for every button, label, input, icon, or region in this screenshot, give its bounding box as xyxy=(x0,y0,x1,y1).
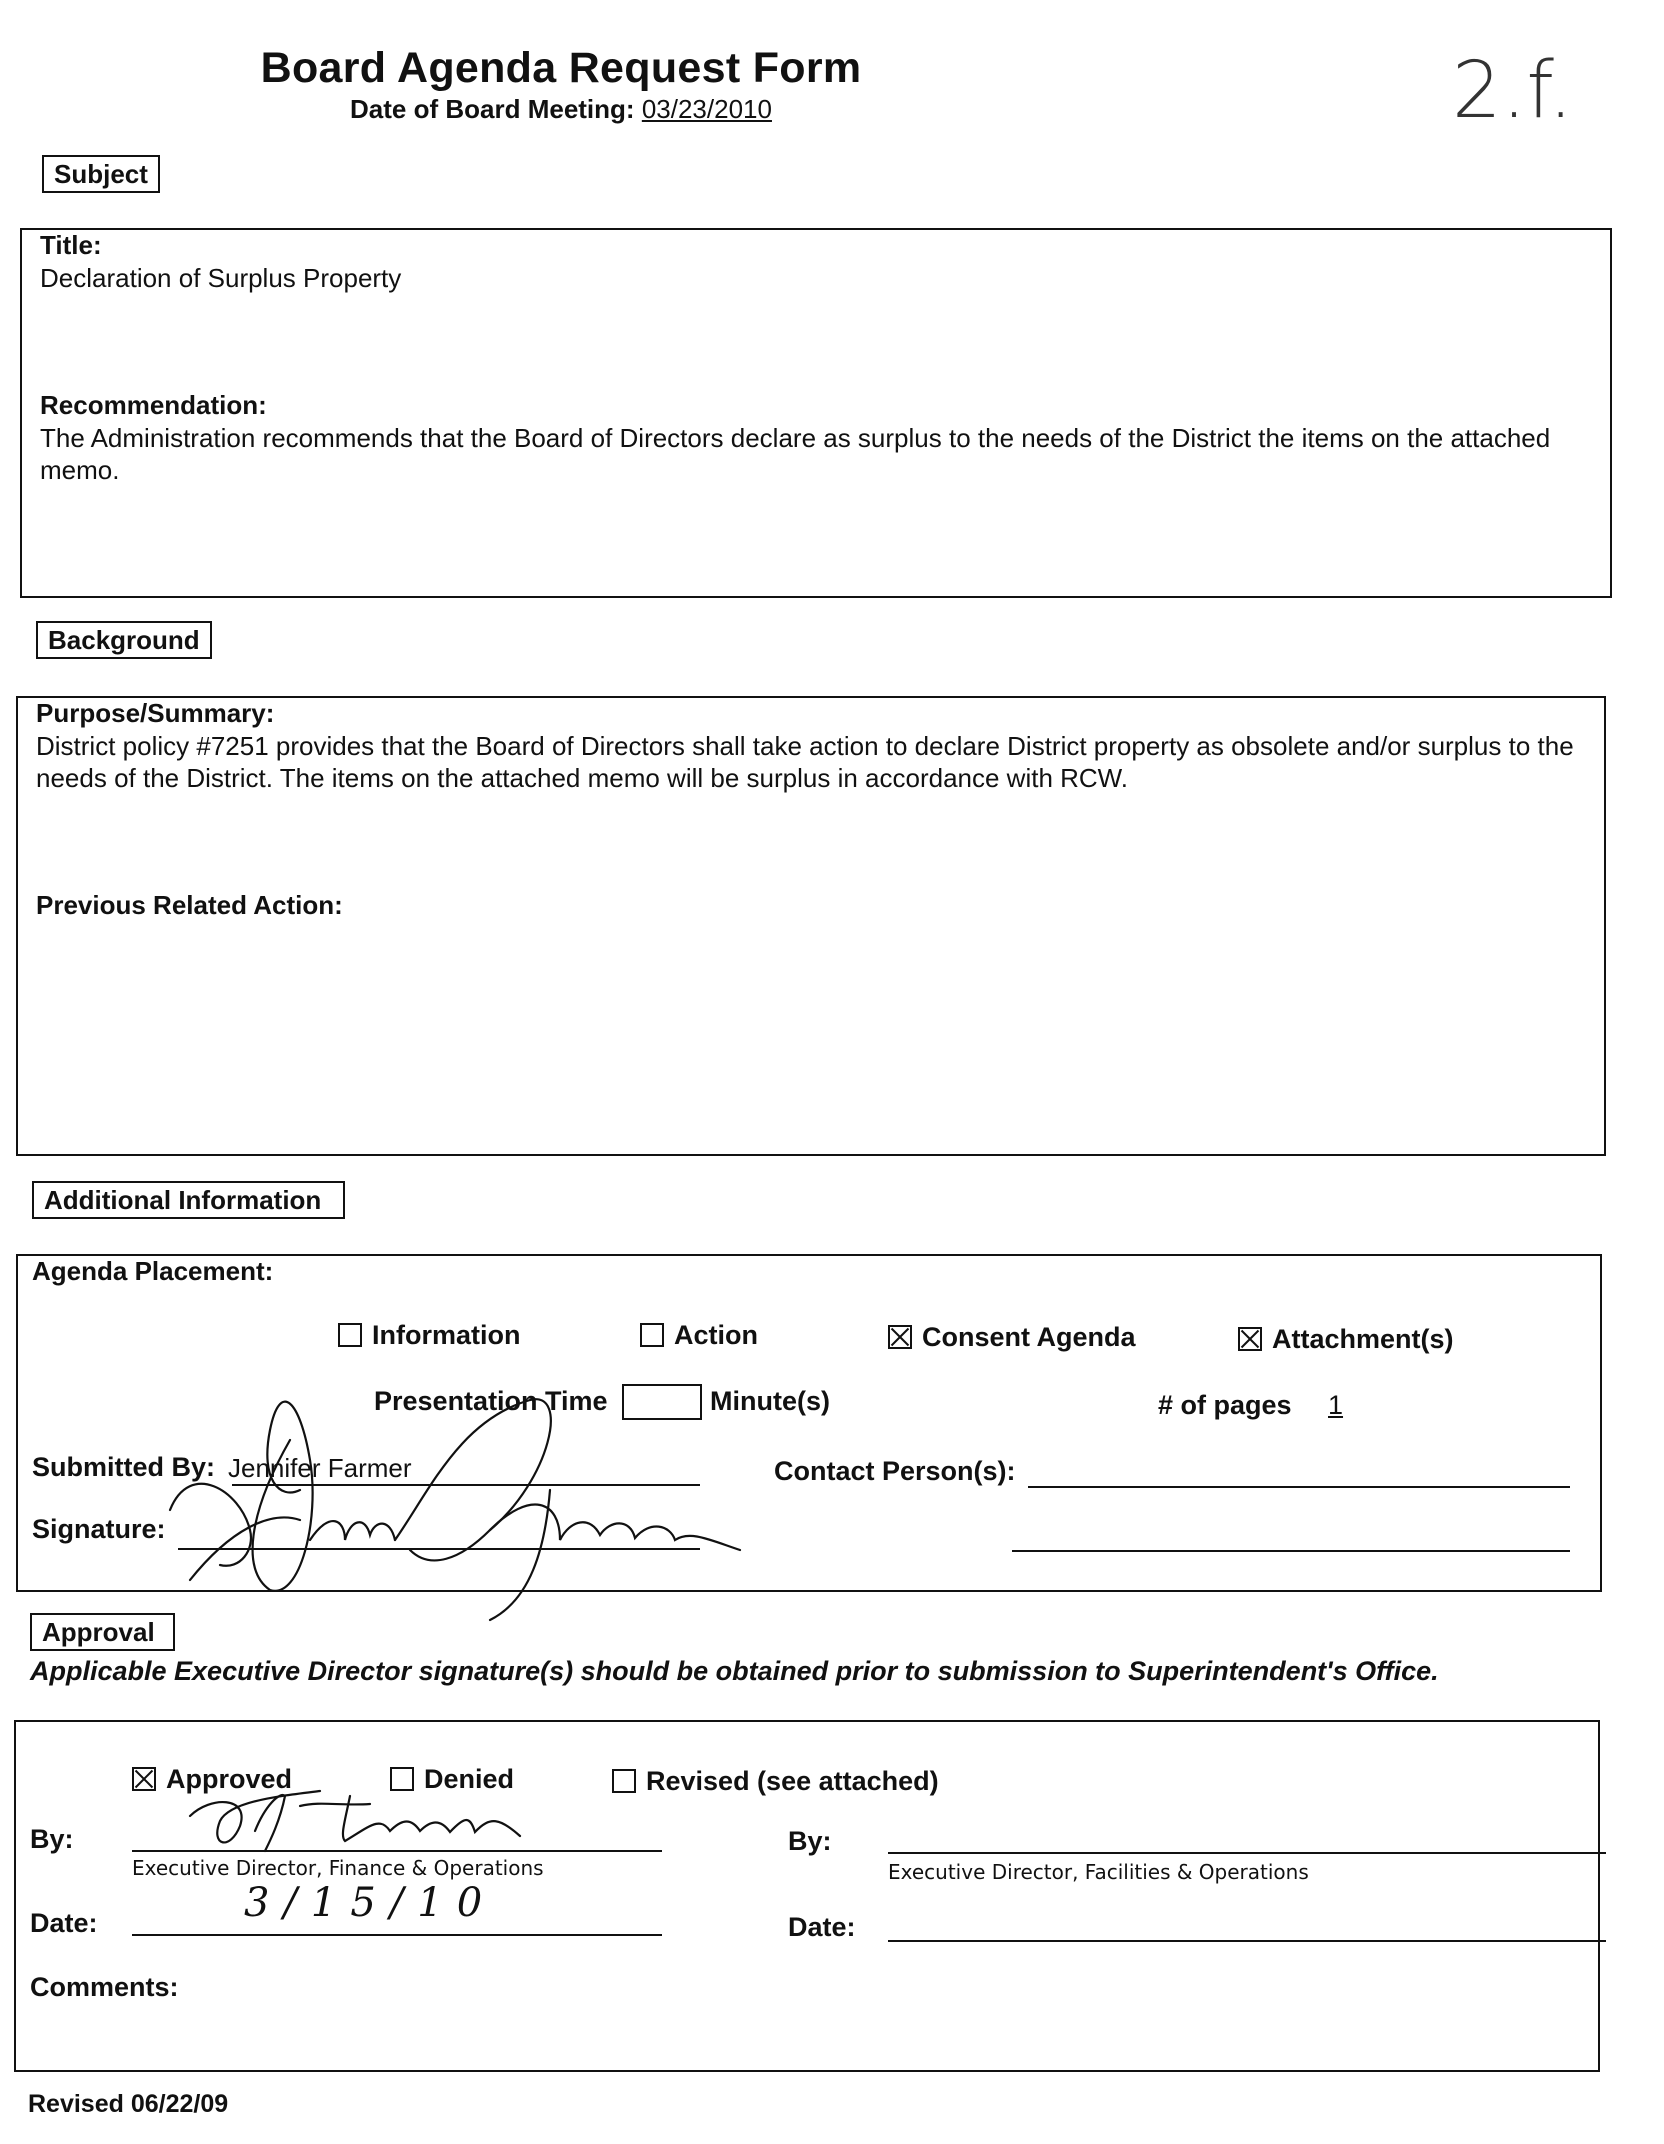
contact-person-line-1[interactable] xyxy=(1028,1486,1570,1488)
right-by-label: By: xyxy=(788,1826,832,1856)
option-information[interactable]: Information xyxy=(338,1320,521,1351)
attachments-checkbox[interactable] xyxy=(1238,1327,1262,1351)
pages-value: 1 xyxy=(1328,1390,1344,1420)
option-approved[interactable]: Approved xyxy=(132,1764,292,1795)
submitter-signature xyxy=(130,1340,770,1640)
submitted-by-label: Submitted By: xyxy=(32,1452,216,1482)
option-action[interactable]: Action xyxy=(640,1320,758,1351)
option-revised[interactable]: Revised (see attached) xyxy=(612,1766,939,1797)
left-date-label: Date: xyxy=(30,1908,98,1938)
left-approver-title: Executive Director, Finance & Operations xyxy=(132,1856,544,1880)
revised-date: Revised 06/22/09 xyxy=(28,2090,229,2118)
signature-label: Signature: xyxy=(32,1514,166,1544)
left-by-label: By: xyxy=(30,1824,74,1854)
approval-tag: Approval xyxy=(30,1613,175,1651)
form-title: Board Agenda Request Form xyxy=(260,44,862,92)
consent-agenda-checkbox[interactable] xyxy=(888,1325,912,1349)
pages-label: # of pages xyxy=(1158,1390,1292,1420)
background-tag: Background xyxy=(36,621,212,659)
option-attachments[interactable]: Attachment(s) xyxy=(1238,1324,1454,1355)
subject-box xyxy=(20,228,1612,598)
minutes-label: Minute(s) xyxy=(710,1386,830,1416)
option-denied[interactable]: Denied xyxy=(390,1764,514,1795)
title-label: Title: xyxy=(40,230,102,260)
submitted-by-value: Jennifer Farmer xyxy=(228,1453,412,1483)
right-date-line[interactable] xyxy=(888,1940,1606,1942)
item-number: 2.f. xyxy=(1452,46,1573,136)
meeting-date-line xyxy=(0,94,1122,125)
recommendation-text: The Administration recommends that the Board of Directors declare as surplus to the needs of the District the items on the attached memo. xyxy=(40,423,1551,485)
left-date-value: 3/15/10 xyxy=(244,1880,497,1926)
option-consent-agenda[interactable]: Consent Agenda xyxy=(888,1322,1136,1353)
right-by-line[interactable] xyxy=(888,1852,1606,1854)
meeting-date-value: 03/23/2010 xyxy=(641,94,772,124)
left-date-line[interactable] xyxy=(132,1934,662,1936)
subject-tag: Subject xyxy=(42,155,160,193)
purpose-text: District policy #7251 provides that the Board of Directors shall take action to declare District property as obsolete and/or surplus to the needs of the District. The items on the attached memo will be surplus in accordance with RCW. xyxy=(36,731,1574,793)
agenda-placement-label: Agenda Placement: xyxy=(32,1256,274,1286)
contact-person-line-2[interactable] xyxy=(1012,1550,1570,1552)
meeting-date-label: Date of Board Meeting: xyxy=(350,94,635,124)
additional-info-tag: Additional Information xyxy=(32,1181,345,1219)
comments-label: Comments: xyxy=(30,1972,179,2002)
recommendation-label: Recommendation: xyxy=(40,390,267,420)
approval-box xyxy=(14,1720,1600,2072)
approver-signature xyxy=(170,1776,550,1866)
presentation-time-label: Presentation Time xyxy=(374,1386,608,1416)
revised-checkbox[interactable] xyxy=(612,1769,636,1793)
previous-action-label: Previous Related Action: xyxy=(36,890,343,920)
purpose-label: Purpose/Summary: xyxy=(36,698,275,728)
title-value: Declaration of Surplus Property xyxy=(40,263,402,293)
contact-person-label: Contact Person(s): xyxy=(774,1456,1016,1486)
right-date-label: Date: xyxy=(788,1912,856,1942)
right-approver-title: Executive Director, Facilities & Operations xyxy=(888,1860,1309,1884)
approved-checkbox[interactable] xyxy=(132,1767,156,1791)
background-box xyxy=(16,696,1606,1156)
approval-note: Applicable Executive Director signature(s) should be obtained prior to submission to Superintendent's Office. xyxy=(30,1656,1439,1686)
